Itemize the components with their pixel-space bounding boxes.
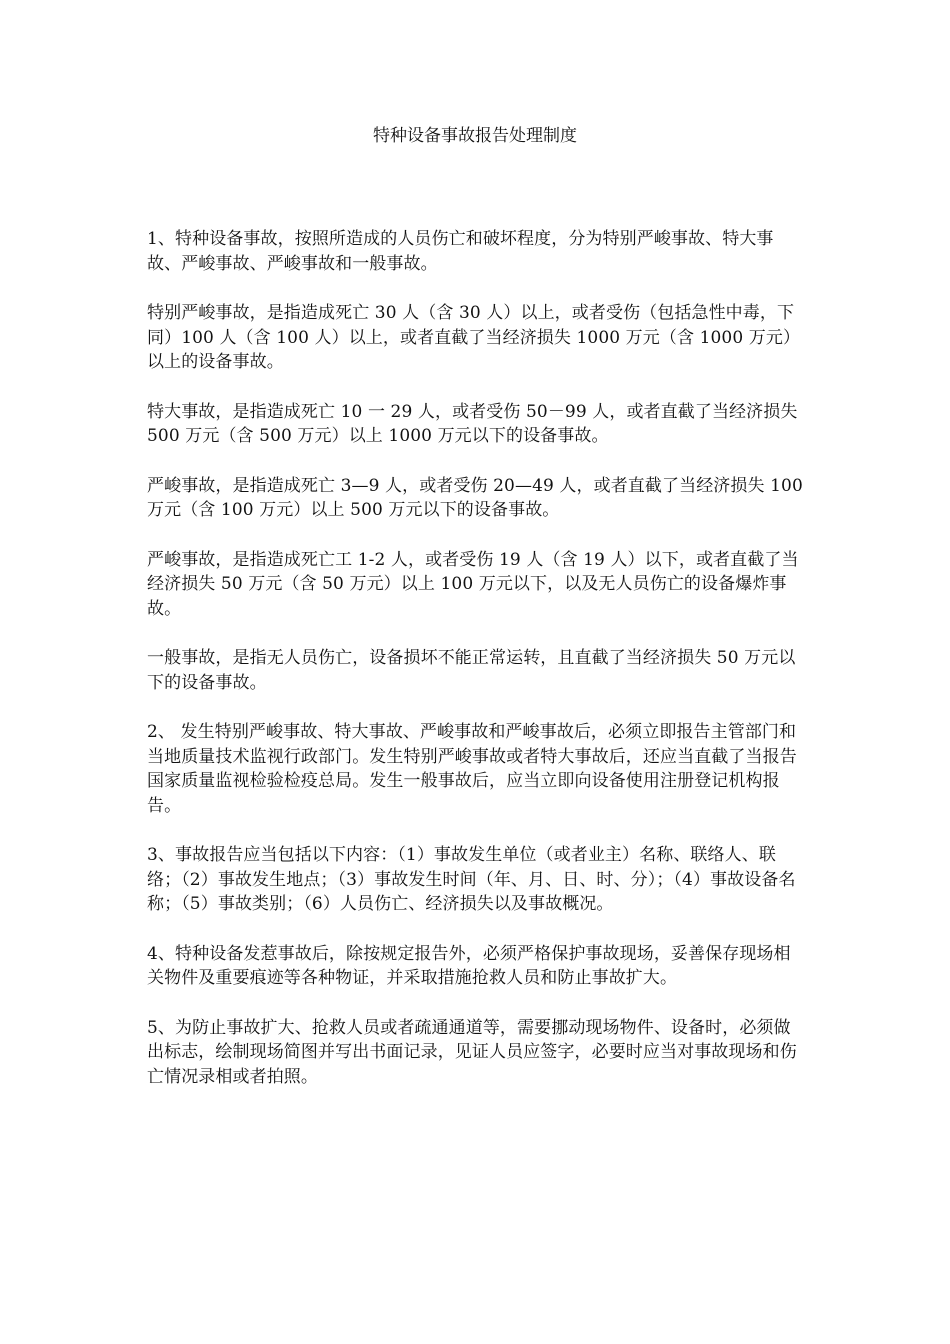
- paragraph-general-accident: 一般事故，是指无人员伤亡，设备损坏不能正常运转，且直截了当经济损失 50 万元以下的设备事故。: [147, 648, 796, 693]
- paragraph-especially-serious: 特别严峻事故，是指造成死亡 30 人（含 30 人）以上，或者受伤（包括急性中毒，下同）100 人（含 100 人）以上，或者直截了当经济损失 1000 万元（含 1000 万元）以上的设备事故。: [147, 303, 801, 372]
- paragraph-major-accident: 特大事故，是指造成死亡 10 一 29 人，或者受伤 50－99 人，或者直截了当经济损失 500 万元（含 500 万元）以上 1000 万元以下的设备事故。: [147, 401, 798, 446]
- document-title: 特种设备事故报告处理制度: [373, 126, 577, 146]
- paragraph-moving-evidence: 5、为防止事故扩大、抢救人员或者疏通通道等，需要挪动现场物件、设备时，必须做出标志，绘制现场简图并写出书面记录，见证人员应签字，必要时应当对事故现场和伤亡情况录相或者拍照。: [147, 1017, 797, 1087]
- paragraph-report-contents: 3、事故报告应当包括以下内容：（1）事故发生单位（或者业主）名称、联络人、联络；（2）事故发生地点；（3）事故发生时间（年、月、日、时、分）；（4）事故设备名称；（5）事故类别；（6）人员伤亡、经济损失以及事故概况。: [147, 845, 796, 914]
- paragraph-reporting: 2、 发生特别严峻事故、特大事故、严峻事故和严峻事故后，必须立即报告主管部门和当地质量技术监视行政部门。发生特别严峻事故或者特大事故后，还应当直截了当报告国家质量监视检验检疫总局。发生一般事故后，应当立即向设备使用注册登记机构报告。: [147, 722, 797, 816]
- paragraph-scene-protection: 4、特种设备发惹事故后，除按规定报告外，必须严格保护事故现场，妥善保存现场相关物件及重要痕迹等各种物证，并采取措施抢救人员和防止事故扩大。: [147, 943, 791, 988]
- paragraph-serious-accident: 严峻事故，是指造成死亡 3—9 人，或者受伤 20—49 人，或者直截了当经济损失 100 万元（含 100 万元）以上 500 万元以下的设备事故。: [147, 475, 803, 520]
- paragraph-accident-classification: 1、特种设备事故，按照所造成的人员伤亡和破坏程度，分为特别严峻事故、特大事故、严峻事故、严峻事故和一般事故。: [147, 229, 774, 274]
- document-body: [147, 227, 807, 1114]
- paragraph-serious-accident-2: 严峻事故，是指造成死亡工 1-2 人，或者受伤 19 人（含 19 人）以下，或者直截了当经济损失 50 万元（含 50 万元）以上 100 万元以下，以及无人员伤亡的设备爆炸事故。: [147, 549, 799, 619]
